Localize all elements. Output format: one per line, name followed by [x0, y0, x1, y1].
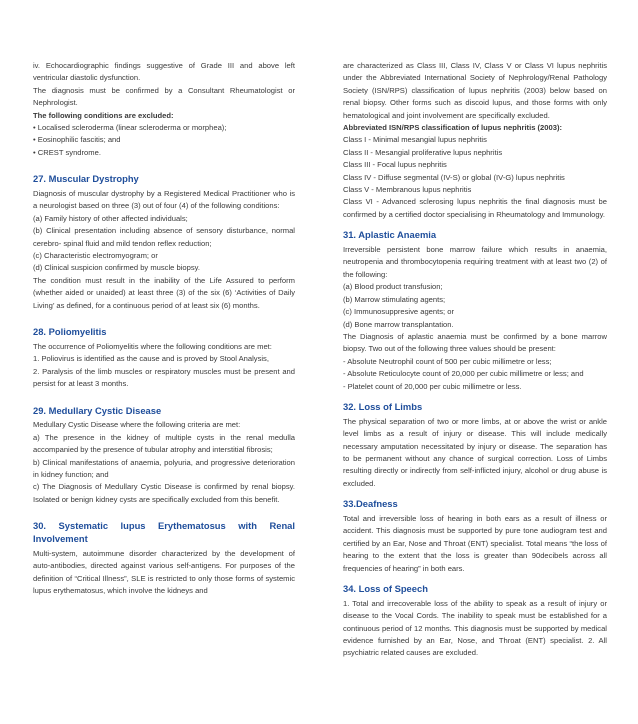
- section-28-line: The occurrence of Poliomyelitis where the following conditions are met:: [33, 341, 272, 351]
- section-27-line: (d) Clinical suspicion confirmed by muscle biopsy.: [33, 263, 200, 273]
- lupus-continuation: are characterized as Class III, Class IV, Class V or Class VI lupus nephritis under the Abbreviated International Society of Nephrology/Renal Pathology Society (ISN/RPS) classification of lupus nephritis (2003) below based on renal biopsy. Other forms such as discoid lupus, and those forms with only hematological and joint involvement are specifically excluded.: [343, 61, 607, 120]
- exclusion-item: • CREST syndrome.: [33, 147, 101, 157]
- section-31-line: - Absolute Neutrophil count of 500 per cubic millimetre or less;: [343, 356, 552, 366]
- section-30-title: 30. Systematic lupus Erythematosus with Renal Involvement: [33, 520, 295, 544]
- left-column: [33, 60, 295, 597]
- class-item: Class V - Membranous lupus nephritis: [343, 185, 472, 195]
- section-28-line: 1. Poliovirus is identified as the cause and is proved by Stool Analysis,: [33, 354, 269, 364]
- section-31-line: - Absolute Reticulocyte count of 20,000 per cubic millimetre or less; and: [343, 369, 584, 379]
- section-27-line: (b) Clinical presentation including absence of sensory disturbance, normal cerebro- spinal fluid and mild tendon reflex reduction;: [33, 226, 295, 248]
- section-31-line: - Platelet count of 20,000 per cubic millimetre or less.: [343, 381, 522, 391]
- section-29-title: 29. Medullary Cystic Disease: [33, 404, 162, 416]
- section-31-line: Irreversible persistent bone marrow failure which results in anaemia, neutropenia and thrombocytopenia requiring treatment with at least two (2) of the following:: [343, 245, 607, 279]
- section-31-line: The Diagnosis of aplastic anaemia must be confirmed by a bone marrow biopsy. Two out of the following three values should be present:: [343, 331, 607, 354]
- section-29-line: Medullary Cystic Disease where the following criteria are met:: [33, 420, 241, 430]
- section-29-line: b) Clinical manifestations of anaemia, polyuria, and progressive deterioration in kidney function; and: [33, 457, 295, 479]
- section-27-line: Diagnosis of muscular dystrophy by a Registered Medical Practitioner who is a neurologist based on three (3) out of four (4) of the following conditions:: [33, 189, 295, 211]
- exclusion-item: • Eosinophilic fascitis; and: [33, 135, 121, 145]
- section-27-line: (c) Characteristic electromyogram; or: [33, 251, 158, 261]
- class-item: Class IV - Diffuse segmental (IV-S) or global (IV-G) lupus nephritis: [343, 172, 565, 182]
- section-29-line: a) The presence in the kidney of multiple cysts in the renal medulla accompanied by the presence of tubular atrophy and interstitial fibrosis;: [33, 432, 295, 455]
- class-item: Class I - Minimal mesangial lupus nephritis: [343, 135, 487, 145]
- section-33-line: Total and irreversible loss of hearing in both ears as a result of illness or accident. This diagnosis must be supported by pure tone audiogram test and certified by an Ear, Nose and Throat (ENT) specialist. Total means “the loss of hearing to the extent that the loss is greater than 90decibels across all frequencies of hearing” in both ears.: [343, 513, 607, 573]
- section-29-line: c) The Diagnosis of Medullary Cystic Disease is confirmed by renal biopsy. Isolated or benign kidney cysts are specifically excluded from this benefit.: [33, 482, 295, 504]
- section-27-line: (a) Family history of other affected individuals;: [33, 213, 188, 223]
- section-32-line: The physical separation of two or more limbs, at or above the wrist or ankle level limbs as a result of injury or disease. This will include medically necessary amputation necessitated by injury or disease. The separation has to be permanent without any chance of surgical correction. Loss of Limbs resulting directly or indirectly from self-inflicted injury, alcohol or drug abuse is excluded.: [343, 416, 607, 488]
- section-27-line: The condition must result in the inability of the Life Assured to perform (whether aided or unaided) at least three (3) of the six (6) ‘Activities of Daily Living’ as defined, for a continuous period of at least six (6) months.: [33, 275, 295, 310]
- section-30-line: Multi-system, autoimmune disorder characterized by the development of auto-antibodies, directed against various self-antigens. For purposes of the definition of “Critical Illness”, SLE is restricted to only those forms of systemic lupus erythematosus, which involve the kidneys and: [33, 548, 295, 595]
- intro-line-2: The diagnosis must be confirmed by a Consultant Rheumatologist or Nephrologist.: [33, 85, 295, 108]
- section-31-title: 31. Aplastic Anaemia: [343, 229, 437, 241]
- classification-heading: Abbreviated ISN/RPS classification of lupus nephritis (2003):: [343, 123, 563, 133]
- class-item: Class II - Mesangial proliferative lupus nephritis: [343, 147, 503, 157]
- class-item: Class III - Focal lupus nephritis: [343, 160, 447, 170]
- section-31-line: (b) Marrow stimulating agents;: [343, 294, 446, 304]
- section-31-line: (a) Blood product transfusion;: [343, 282, 443, 292]
- intro-line-1: iv. Echocardiographic findings suggestive of Grade III and above left ventricular diastolic dysfunction.: [33, 61, 295, 83]
- section-34-line: 1. Total and irrecoverable loss of the ability to speak as a result of injury or disease to the Vocal Cords. The inability to speak must be established for a continuous period of 12 months. This diagnosis must be supported by medical evidence furnished by an Ear, Nose, and Throat (ENT) specialist. 2. All psychiatric related causes are excluded.: [343, 598, 607, 658]
- exclusion-heading: The following conditions are excluded:: [33, 110, 174, 120]
- section-28-title: 28. Poliomyelitis: [33, 326, 107, 338]
- section-31-line: (d) Bone marrow transplantation.: [343, 319, 454, 329]
- section-33-title: 33.Deafness: [343, 498, 398, 510]
- exclusion-item: • Localised scleroderma (linear scleroderma or morphea);: [33, 123, 227, 133]
- class-item: Class VI - Advanced sclerosing lupus nephritis the final diagnosis must be confirmed by a certified doctor specialising in Rheumatology and Immunology.: [343, 197, 607, 219]
- section-32-title: 32. Loss of Limbs: [343, 400, 423, 412]
- section-27-title: 27. Muscular Dystrophy: [33, 173, 139, 185]
- right-column: [343, 60, 607, 660]
- section-28-line: 2. Paralysis of the limb muscles or respiratory muscles must be present and persist for at least 3 months.: [33, 366, 295, 389]
- section-34-title: 34. Loss of Speech: [343, 583, 428, 595]
- section-31-line: (c) Immunosuppresive agents; or: [343, 307, 454, 317]
